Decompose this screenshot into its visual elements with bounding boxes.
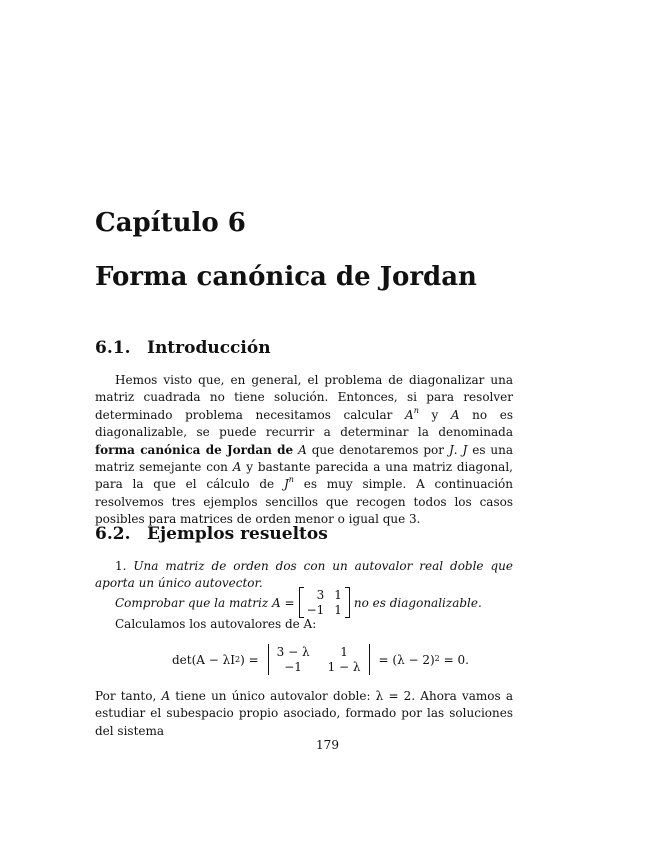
- task-prefix: Comprobar que la matriz A =: [115, 595, 295, 610]
- math-var: A: [232, 460, 242, 475]
- det-lhs: det(A − λI: [172, 652, 235, 667]
- left-bar: [268, 644, 269, 675]
- det-matrix: [263, 644, 375, 675]
- det-rhs: = (λ − 2): [378, 652, 435, 667]
- det-subscript: 2: [234, 655, 241, 664]
- det-entry: −1: [284, 660, 302, 674]
- calc-line: Calculamos los autovalores de A:: [115, 617, 317, 631]
- matrix-entry: 1: [334, 588, 342, 602]
- math-var: A: [405, 407, 414, 422]
- text-run: que denotaremos por: [306, 442, 449, 457]
- det-entry: 1: [340, 645, 348, 659]
- matrix-entry: 3: [316, 588, 325, 602]
- matrix-entries: [304, 587, 345, 618]
- matrix-A: [299, 587, 350, 618]
- text-run: no es diagonalizable, se puede recurrir a determinar la denominada: [95, 407, 514, 440]
- text-run: .: [453, 442, 463, 457]
- det-end: = 0.: [443, 652, 469, 667]
- text-run: es muy simple. A continuación resolvemos tres ejemplos sencillos que recogen todos los casos posibles para matrices de orden menor o igual que 3.: [95, 477, 513, 527]
- det-entry: 1 − λ: [327, 660, 361, 674]
- right-bar: [369, 644, 370, 675]
- det-close: ) =: [240, 652, 259, 667]
- section-title: Ejemplos resueltos: [147, 524, 328, 544]
- matrix-entry: −1: [306, 603, 325, 617]
- text-run: tiene un único autovalor doble: λ = 2. Ahora vamos a estudiar el subespacio propio asociado, formado por las soluciones del sistema: [95, 689, 514, 738]
- chapter-title: Forma canónica de Jordan: [95, 262, 477, 292]
- example-number: 1.: [115, 559, 127, 573]
- math-var: A: [161, 689, 171, 703]
- bold-term: forma canónica de Jordan de: [95, 442, 294, 457]
- conclusion-paragraph: [95, 688, 513, 740]
- math-var: J: [283, 477, 289, 492]
- matrix-entry: 1: [334, 603, 342, 617]
- determinant-equation: det(A − λI 2 ) = 3 − λ 1 −1 1 − λ = (λ − 2) $^2$ = 0.: [172, 645, 469, 674]
- example-text: Una matriz de orden dos con un autovalor real doble que aporta un único autovector.: [95, 559, 513, 591]
- math-var: A: [450, 407, 460, 422]
- text-run: y: [418, 407, 451, 422]
- math-exponent: n: [288, 475, 294, 485]
- det-entry: 3 − λ: [276, 645, 310, 659]
- intro-paragraph: [95, 372, 513, 529]
- section-number: 6.2.: [95, 524, 131, 544]
- section-heading-introduccion: [95, 338, 271, 358]
- math-exponent: n: [413, 405, 419, 415]
- math-var: J: [462, 442, 468, 457]
- section-number: 6.1.: [95, 338, 131, 358]
- text-run: y bastante parecida a una matriz diagonal, para la que el cálculo de: [95, 460, 513, 492]
- chapter-label: Capítulo 6: [95, 208, 246, 238]
- right-bracket: [345, 587, 350, 618]
- section-title: Introducción: [147, 338, 271, 358]
- section-heading-ejemplos: [95, 524, 328, 544]
- text-run: Hemos visto que, en general, el problema de diagonalizar una matriz cuadrada no tiene solución. Entonces, si para resolver determinado problema necesitamos calcular: [95, 373, 513, 422]
- math-var: J: [448, 442, 454, 457]
- text-run: es una matriz semejante con: [95, 442, 513, 475]
- det-entries: [274, 644, 364, 675]
- example-task: [115, 587, 482, 618]
- text-run: Por tanto,: [95, 689, 162, 703]
- task-suffix: no es diagonalizable.: [353, 595, 482, 610]
- math-var: A: [298, 442, 307, 457]
- page-number: 179: [316, 738, 339, 752]
